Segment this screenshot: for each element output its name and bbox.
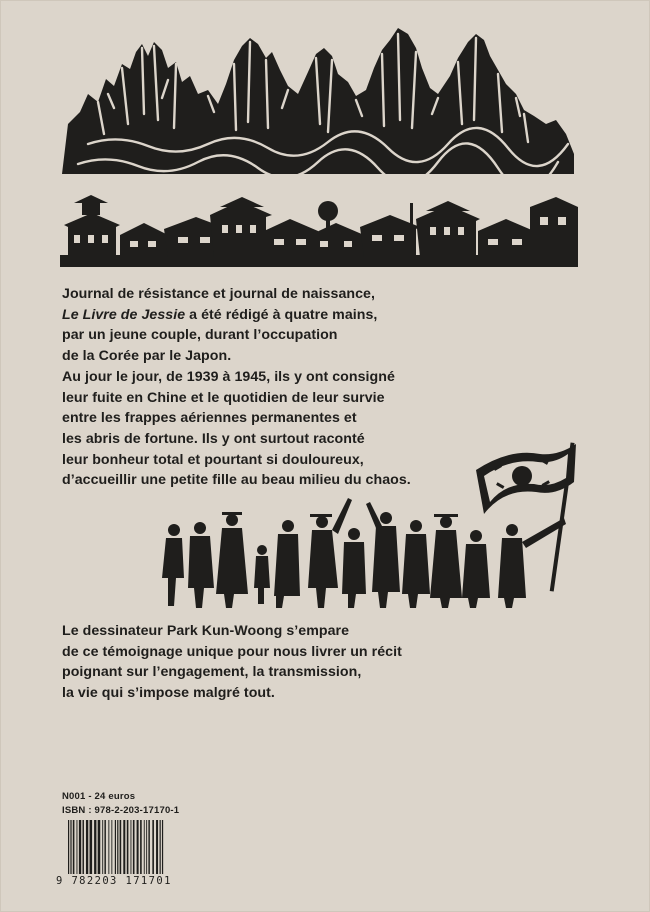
- synopsis-line: Journal de résistance et journal de naissance,: [62, 286, 375, 302]
- barcode-bar: [79, 820, 81, 874]
- barcode-bar: [152, 820, 154, 874]
- synopsis-line-with-title: [62, 305, 411, 326]
- synopsis-line: par un jeune couple, durant l’occupation: [62, 327, 338, 344]
- author-line: la vie qui s’impose malgré tout.: [62, 685, 275, 702]
- author-line: poignant sur l’engagement, la transmission,: [62, 664, 362, 681]
- synopsis-line: leur bonheur total et pourtant si douloureux,: [62, 451, 364, 468]
- barcode-bar: [140, 820, 142, 874]
- barcode-bar: [156, 820, 158, 874]
- author-paragraph: [62, 621, 402, 704]
- barcode-bar: [90, 820, 93, 874]
- barcode-bar: [133, 820, 135, 874]
- barcode-bar: [131, 820, 132, 874]
- synopsis-line: les abris de fortune. Ils y ont surtout raconté: [62, 430, 365, 447]
- barcode-digits: 9 782203 171701: [56, 874, 206, 887]
- synopsis-line: d’accueillir une petite fille au beau milieu du chaos.: [62, 472, 411, 489]
- barcode-bar: [104, 820, 105, 874]
- synopsis-line-rest: a été rédigé à quatre mains,: [185, 306, 378, 323]
- author-line: Le dessinateur Park Kun-Woong s’empare: [62, 623, 350, 639]
- synopsis-line: de la Corée par le Japon.: [62, 348, 232, 365]
- barcode-bar: [144, 820, 145, 874]
- barcode-bar: [120, 820, 122, 874]
- barcode-bar: [111, 820, 112, 874]
- author-line: de ce témoignage unique pour nous livrer un récit: [62, 643, 402, 660]
- synopsis-line: entre les frappes aériennes permanentes et: [62, 410, 357, 427]
- barcode-bar: [123, 820, 125, 874]
- barcode-bar: [86, 820, 88, 874]
- barcode-bar: [127, 820, 129, 874]
- crowd-with-flag-illustration: [160, 438, 590, 610]
- price-label: N001 - 24 euros: [62, 791, 136, 802]
- barcode-bar: [94, 820, 96, 874]
- book-title: Le Livre de Jessie: [62, 306, 186, 323]
- barcode-bar: [83, 820, 84, 874]
- synopsis-line: leur fuite en Chine et le quotidien de leur survie: [62, 389, 385, 406]
- barcode-bar: [146, 820, 147, 874]
- synopsis-line: Au jour le jour, de 1939 à 1945, ils y ont consigné: [62, 368, 395, 385]
- barcode-bar: [102, 820, 103, 874]
- mountains-illustration: [58, 24, 578, 184]
- barcode-bar: [108, 820, 109, 874]
- isbn-label: ISBN : 978-2-203-17170-1: [62, 805, 180, 816]
- barcode-bar: [137, 820, 139, 874]
- village-illustration: [60, 195, 578, 267]
- barcode-bar: [98, 820, 101, 874]
- barcode-bar: [73, 820, 75, 874]
- barcode-bar: [77, 820, 78, 874]
- barcode-bar: [148, 820, 149, 874]
